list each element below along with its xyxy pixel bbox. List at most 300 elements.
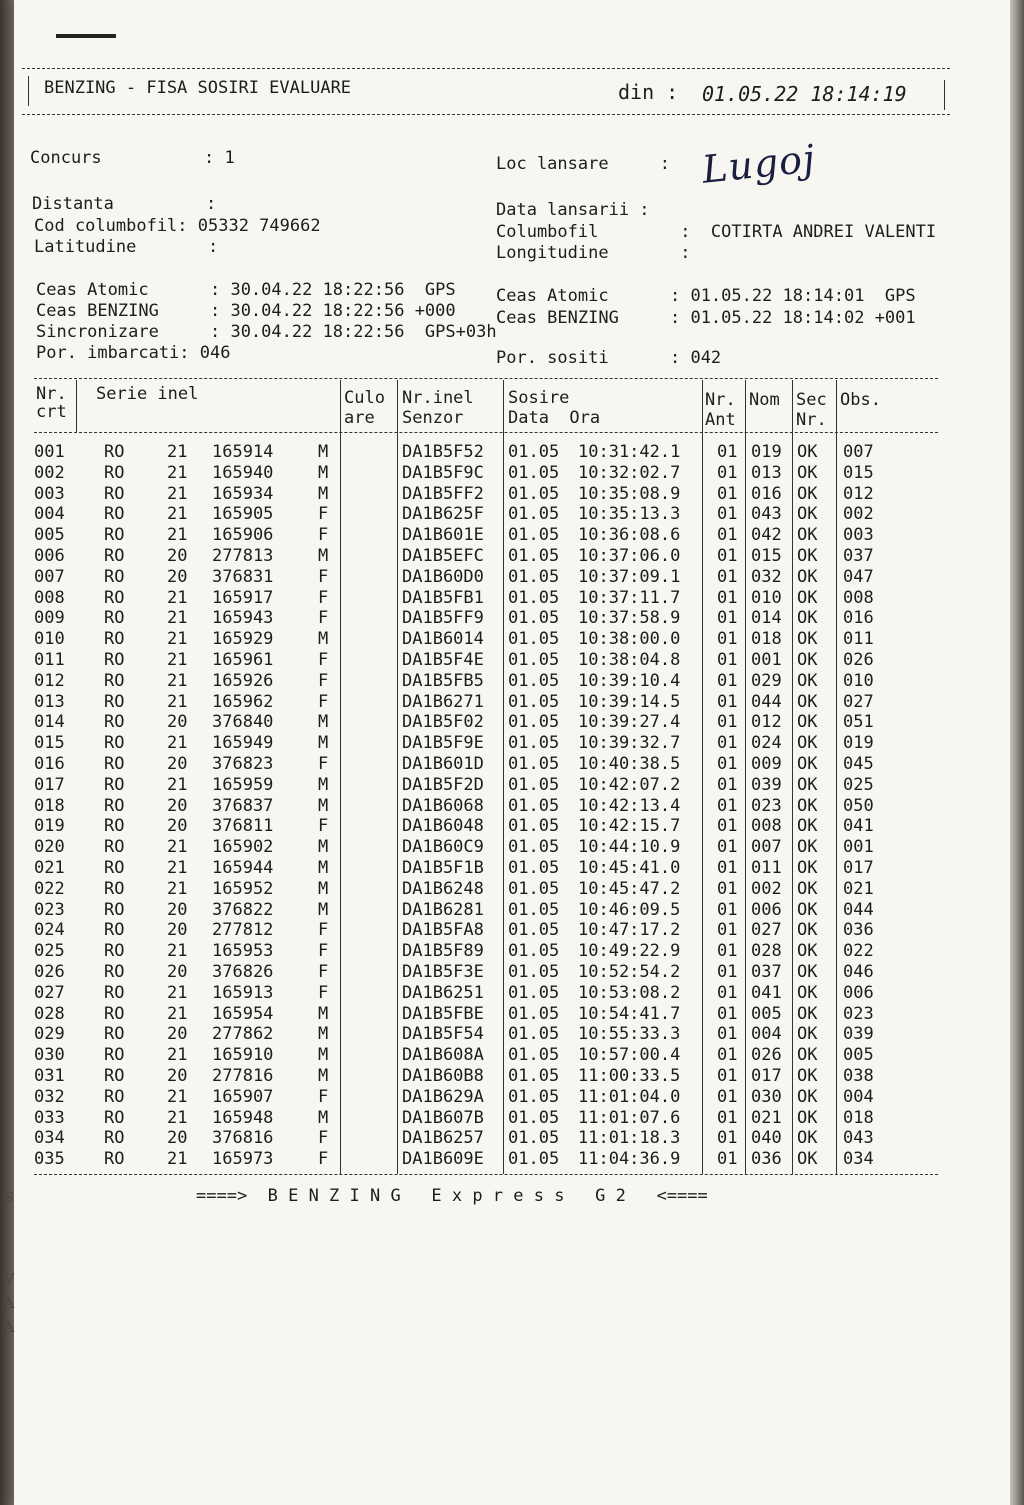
ring-country: RO [104,858,125,878]
ring-country: RO [104,941,125,962]
header-senzor: Senzor [402,408,464,428]
sex: F [318,754,329,774]
ceas-benzing-start: Ceas BENZING : 30.04.22 18:22:56 +000 [36,301,456,321]
arrival-time: 10:57:00.4 [578,1045,681,1066]
ceas-atomic-start: Ceas Atomic : 30.04.22 18:22:56 GPS [36,280,456,300]
obs: 050 [843,795,874,816]
sex: M [318,858,329,878]
ring-country: RO [104,442,125,462]
sensor-id: DA1B6281 [402,899,484,920]
nom: 044 [751,691,782,712]
table-row [14,1066,1010,1087]
antenna: 01 [717,608,738,629]
nom: 023 [751,795,782,816]
sec-status: OK [797,1024,818,1045]
arrival-date: 01.05 [508,795,560,816]
obs: 026 [843,650,874,670]
sex: F [318,587,329,608]
antenna: 01 [717,1045,738,1066]
arrival-date: 01.05 [508,920,560,941]
arrival-date: 01.05 [508,608,560,629]
ring-number: 277862 [212,1024,274,1045]
antenna: 01 [717,899,738,920]
ring-country: RO [104,691,125,712]
sec-status: OK [797,566,818,587]
antenna: 01 [717,587,738,608]
sex: M [318,733,329,754]
arrival-time: 10:31:42.1 [578,442,681,462]
arrival-time: 10:38:04.8 [578,650,681,670]
sec-status: OK [797,670,818,691]
cod-columbofil-line: Cod columbofil: 05332 749662 [34,216,321,236]
report-timestamp: 01.05.22 18:14:19 [702,82,907,106]
ring-year: 21 [167,1107,188,1128]
arrival-time: 10:55:33.3 [578,1024,681,1045]
sec-status: OK [797,1003,818,1024]
ring-year: 21 [167,483,188,504]
sex: F [318,650,329,670]
arrival-date: 01.05 [508,1024,560,1045]
table-row [14,567,1010,588]
porumbei-imbarcati: Por. imbarcati: 046 [36,343,231,363]
header-nr-ant: Nr. [705,390,736,410]
sincronizare-line: Sincronizare : 30.04.22 18:22:56 GPS+03h [36,322,497,342]
row-number: 007 [34,566,65,587]
ring-year: 20 [167,899,188,920]
sensor-id: DA1B6068 [402,795,484,816]
sensor-id: DA1B60C9 [402,837,484,858]
ring-number: 165913 [212,982,274,1003]
ring-country: RO [104,733,125,754]
ring-number: 165934 [212,483,274,504]
obs: 006 [843,982,874,1003]
table-top-border [34,378,938,379]
row-number: 028 [34,1003,65,1024]
sec-status: OK [797,608,818,629]
obs: 008 [843,587,874,608]
sec-status: OK [797,629,818,650]
antenna: 01 [717,1128,738,1149]
row-number: 018 [34,795,65,816]
sensor-id: DA1B607B [402,1107,484,1128]
nom: 042 [751,525,782,546]
table-row [14,525,1010,546]
ceas-benzing-end: Ceas BENZING : 01.05.22 18:14:02 +001 [496,308,916,328]
table-row [14,504,1010,525]
table-row [14,1149,1010,1170]
table-row [14,920,1010,941]
sec-status: OK [797,920,818,941]
row-number: 019 [34,816,65,837]
nom: 002 [751,878,782,899]
nom: 016 [751,483,782,504]
row-number: 024 [34,920,65,941]
ring-country: RO [104,546,125,566]
ring-year: 21 [167,878,188,899]
ring-year: 20 [167,962,188,982]
arrival-date: 01.05 [508,1066,560,1086]
sec-status: OK [797,962,818,982]
sensor-id: DA1B60B8 [402,1066,484,1086]
arrival-time: 10:37:58.9 [578,608,681,629]
arrival-date: 01.05 [508,546,560,566]
sec-status: OK [797,774,818,795]
sex: M [318,1024,329,1045]
row-number: 013 [34,691,65,712]
obs: 023 [843,1003,874,1024]
nom: 008 [751,816,782,837]
header-sec: Sec [796,390,827,410]
obs: 015 [843,462,874,483]
arrival-time: 11:01:18.3 [578,1128,681,1149]
obs: 018 [843,1107,874,1128]
sex: F [318,816,329,837]
arrival-time: 10:37:11.7 [578,587,681,608]
sex: F [318,691,329,712]
sensor-id: DA1B6048 [402,816,484,837]
latitudine-line: Latitudine : [34,237,219,257]
row-number: 021 [34,858,65,878]
arrival-date: 01.05 [508,774,560,795]
sec-status: OK [797,712,818,733]
arrival-date: 01.05 [508,691,560,712]
ring-country: RO [104,504,125,525]
arrival-time: 10:44:10.9 [578,837,681,858]
ring-year: 21 [167,1045,188,1066]
ring-country: RO [104,899,125,920]
header-right-border [944,80,945,110]
row-number: 002 [34,462,65,483]
ring-year: 21 [167,442,188,462]
row-number: 020 [34,837,65,858]
printout-sheet [14,0,1010,1505]
arrival-time: 10:35:13.3 [578,504,681,525]
ring-number: 165961 [212,650,274,670]
table-row [14,941,1010,962]
sex: F [318,670,329,691]
ring-number: 165973 [212,1149,274,1170]
longitudine-line: Longitudine : [496,243,691,263]
obs: 051 [843,712,874,733]
obs: 036 [843,920,874,941]
loc-lansare-handwritten: Lugoj [700,136,818,192]
ring-country: RO [104,462,125,483]
arrival-time: 10:49:22.9 [578,941,681,962]
ring-country: RO [104,774,125,795]
arrival-time: 10:54:41.7 [578,1003,681,1024]
table-row [14,712,1010,733]
arrival-time: 10:40:38.5 [578,754,681,774]
ring-number: 277816 [212,1066,274,1086]
sensor-id: DA1B5EFC [402,546,484,566]
nom: 027 [751,920,782,941]
table-row [14,650,1010,671]
col-rule-1 [76,380,77,432]
row-number: 014 [34,712,65,733]
ring-year: 20 [167,795,188,816]
row-number: 031 [34,1066,65,1086]
arrival-time: 11:04:36.9 [578,1149,681,1170]
nom: 021 [751,1107,782,1128]
sex: M [318,1066,329,1086]
ring-country: RO [104,650,125,670]
ring-year: 21 [167,733,188,754]
table-row [14,858,1010,879]
ring-number: 165905 [212,504,274,525]
ring-number: 165917 [212,587,274,608]
ring-number: 165902 [212,837,274,858]
row-number: 035 [34,1149,65,1170]
sex: M [318,1003,329,1024]
row-number: 016 [34,754,65,774]
margin-letter-3: A [4,1296,15,1312]
sensor-id: DA1B6014 [402,629,484,650]
sensor-id: DA1B5FB1 [402,587,484,608]
ring-number: 277813 [212,546,274,566]
sensor-id: DA1B5F1B [402,858,484,878]
row-number: 022 [34,878,65,899]
ring-number: 376811 [212,816,274,837]
ring-year: 20 [167,712,188,733]
sec-status: OK [797,899,818,920]
sex: F [318,1149,329,1170]
table-row [14,733,1010,754]
nom: 006 [751,899,782,920]
table-row [14,879,1010,900]
sensor-id: DA1B5F52 [402,442,484,462]
sec-status: OK [797,858,818,878]
header-nr-inel: Nr.inel [402,388,474,408]
header-serie-inel: Serie inel [96,384,199,404]
ring-number: 165952 [212,878,274,899]
sex: F [318,920,329,941]
ring-year: 20 [167,1066,188,1086]
sex: F [318,608,329,629]
arrival-time: 10:37:09.1 [578,566,681,587]
sex: F [318,504,329,525]
arrival-time: 10:53:08.2 [578,982,681,1003]
date-label: din : [618,80,679,104]
arrival-date: 01.05 [508,462,560,483]
sensor-id: DA1B5F9E [402,733,484,754]
sensor-id: DA1B601D [402,754,484,774]
table-bottom-border [34,1174,938,1175]
header-obs: Obs. [840,390,881,410]
ring-year: 21 [167,691,188,712]
sensor-id: DA1B6271 [402,691,484,712]
sensor-id: DA1B5F2D [402,774,484,795]
obs: 017 [843,858,874,878]
sec-status: OK [797,941,818,962]
arrival-time: 10:36:08.6 [578,525,681,546]
antenna: 01 [717,1086,738,1107]
nom: 019 [751,442,782,462]
sex: M [318,712,329,733]
margin-letter-4: A [4,1320,15,1336]
ring-year: 21 [167,462,188,483]
nom: 041 [751,982,782,1003]
arrival-time: 10:42:15.7 [578,816,681,837]
sex: M [318,878,329,899]
table-row [14,900,1010,921]
obs: 011 [843,629,874,650]
arrival-time: 10:46:09.5 [578,899,681,920]
antenna: 01 [717,566,738,587]
sex: F [318,962,329,982]
report-title: BENZING - FISA SOSIRI EVALUARE [44,78,352,98]
ring-year: 20 [167,920,188,941]
top-mark [56,34,116,38]
antenna: 01 [717,754,738,774]
sec-status: OK [797,504,818,525]
antenna: 01 [717,837,738,858]
arrival-time: 10:45:47.2 [578,878,681,899]
sensor-id: DA1B5FF2 [402,483,484,504]
nom: 001 [751,650,782,670]
obs: 019 [843,733,874,754]
antenna: 01 [717,982,738,1003]
ring-year: 21 [167,982,188,1003]
sex: F [318,941,329,962]
header-nr: Nr. [36,384,67,404]
sex: F [318,1128,329,1149]
antenna: 01 [717,858,738,878]
arrival-date: 01.05 [508,712,560,733]
ring-year: 20 [167,816,188,837]
ring-year: 21 [167,858,188,878]
ring-year: 20 [167,546,188,566]
table-row [14,1024,1010,1045]
ring-number: 165926 [212,670,274,691]
ring-number: 376822 [212,899,274,920]
row-number: 025 [34,941,65,962]
nom: 029 [751,670,782,691]
obs: 003 [843,525,874,546]
sec-status: OK [797,1045,818,1066]
obs: 044 [843,899,874,920]
nom: 013 [751,462,782,483]
arrival-time: 10:39:32.7 [578,733,681,754]
table-row [14,1128,1010,1149]
row-number: 003 [34,483,65,504]
sec-status: OK [797,878,818,899]
arrival-date: 01.05 [508,525,560,546]
sec-status: OK [797,483,818,504]
sec-status: OK [797,754,818,774]
ring-number: 376831 [212,566,274,587]
header-crt: crt [36,402,67,422]
ring-year: 21 [167,629,188,650]
arrival-date: 01.05 [508,858,560,878]
obs: 047 [843,566,874,587]
arrival-date: 01.05 [508,629,560,650]
row-number: 017 [34,774,65,795]
ring-year: 21 [167,1086,188,1107]
arrival-date: 01.05 [508,899,560,920]
ring-year: 21 [167,941,188,962]
sex: F [318,525,329,546]
row-number: 006 [34,546,65,566]
obs: 012 [843,483,874,504]
header-left-border [28,76,29,106]
arrival-date: 01.05 [508,941,560,962]
nom: 010 [751,587,782,608]
arrival-time: 10:39:14.5 [578,691,681,712]
arrival-time: 10:38:00.0 [578,629,681,650]
arrival-time: 10:35:08.9 [578,483,681,504]
ring-country: RO [104,629,125,650]
antenna: 01 [717,525,738,546]
arrival-time: 10:32:02.7 [578,462,681,483]
sec-status: OK [797,837,818,858]
arrival-date: 01.05 [508,878,560,899]
sensor-id: DA1B625F [402,504,484,525]
obs: 034 [843,1149,874,1170]
row-number: 004 [34,504,65,525]
table-row [14,816,1010,837]
sensor-id: DA1B609E [402,1149,484,1170]
antenna: 01 [717,795,738,816]
sec-status: OK [797,650,818,670]
sensor-id: DA1B5FA8 [402,920,484,941]
obs: 037 [843,546,874,566]
antenna: 01 [717,774,738,795]
ring-year: 21 [167,1003,188,1024]
header-are: are [344,408,375,428]
sensor-id: DA1B5F3E [402,962,484,982]
nom: 012 [751,712,782,733]
ring-year: 20 [167,1024,188,1045]
ring-country: RO [104,982,125,1003]
row-number: 012 [34,670,65,691]
nom: 007 [751,837,782,858]
table-row [14,442,1010,463]
obs: 016 [843,608,874,629]
sex: M [318,795,329,816]
antenna: 01 [717,650,738,670]
obs: 045 [843,754,874,774]
ring-country: RO [104,837,125,858]
arrival-date: 01.05 [508,816,560,837]
ring-number: 165943 [212,608,274,629]
obs: 022 [843,941,874,962]
arrival-time: 11:00:33.5 [578,1066,681,1086]
sec-status: OK [797,525,818,546]
loc-lansare-line: Loc lansare : [496,154,670,174]
table-row [14,837,1010,858]
ring-number: 165906 [212,525,274,546]
table-row [14,1108,1010,1129]
ring-country: RO [104,1149,125,1170]
nom: 028 [751,941,782,962]
nom: 040 [751,1128,782,1149]
header-bottom-border [22,114,950,115]
table-row [14,629,1010,650]
arrival-date: 01.05 [508,1149,560,1170]
ring-country: RO [104,878,125,899]
ring-country: RO [104,1086,125,1107]
ring-number: 165914 [212,442,274,462]
nom: 026 [751,1045,782,1066]
table-row [14,775,1010,796]
antenna: 01 [717,483,738,504]
sex: M [318,899,329,920]
arrival-date: 01.05 [508,1128,560,1149]
obs: 005 [843,1045,874,1066]
arrival-time: 11:01:04.0 [578,1086,681,1107]
antenna: 01 [717,1107,738,1128]
obs: 001 [843,837,874,858]
